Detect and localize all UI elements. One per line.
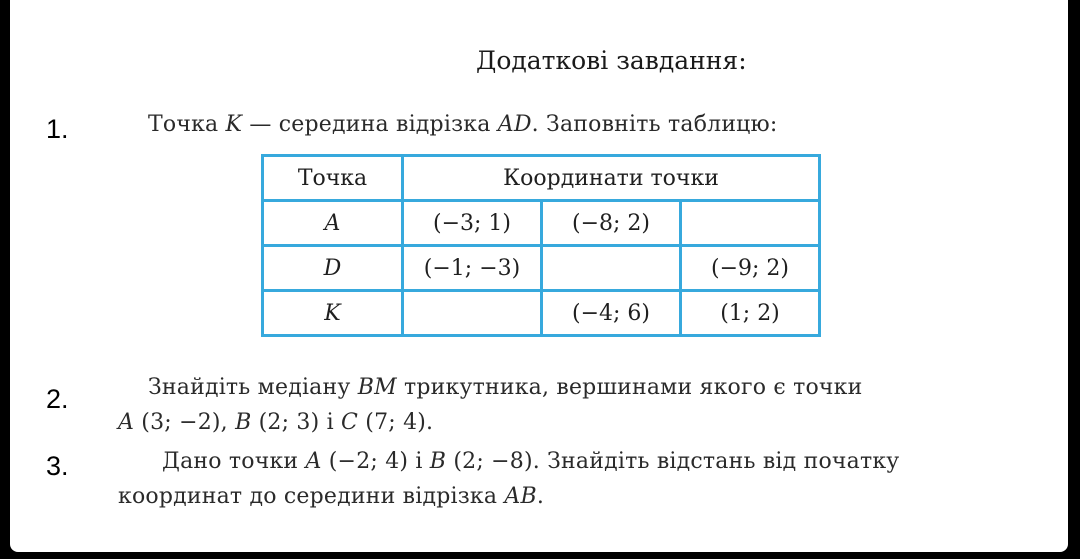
table-row — [263, 201, 820, 246]
table-cell: (−9; 2) — [681, 246, 820, 291]
task-1-number: 1. — [46, 114, 69, 144]
task-2-number: 2. — [46, 384, 69, 414]
table-row — [263, 246, 820, 291]
coordinates-table — [261, 154, 821, 337]
header-point: Точка — [263, 156, 403, 201]
task-2-line-2: A (3; −2), B (2; 3) і C (7; 4). — [118, 410, 434, 435]
table-cell — [681, 201, 820, 246]
table-cell — [403, 291, 542, 336]
table-cell: (−3; 1) — [403, 201, 542, 246]
task-3-number: 3. — [46, 451, 69, 481]
page-title: Додаткові завдання: — [476, 46, 747, 75]
header-coordinates: Координати точки — [403, 156, 820, 201]
table-cell: (−1; −3) — [403, 246, 542, 291]
task-1-text: Точка K — середина відрізка AD. Заповніть таблицю: — [148, 112, 778, 137]
row-point: K — [263, 291, 403, 336]
table-cell: (−4; 6) — [542, 291, 681, 336]
document-page — [10, 0, 1068, 552]
table-header-row — [263, 156, 820, 201]
task-3-line-1: Дано точки A (−2; 4) і B (2; −8). Знайдіть відстань від початку — [162, 449, 900, 474]
table-cell: (−8; 2) — [542, 201, 681, 246]
row-point: D — [263, 246, 403, 291]
table-cell: (1; 2) — [681, 291, 820, 336]
row-point: A — [263, 201, 403, 246]
task-3-line-2: координат до середини відрізка AB. — [118, 484, 545, 509]
table-cell — [542, 246, 681, 291]
table-row — [263, 291, 820, 336]
task-2-line-1: Знайдіть медіану BM трикутника, вершинами якого є точки — [148, 375, 863, 400]
